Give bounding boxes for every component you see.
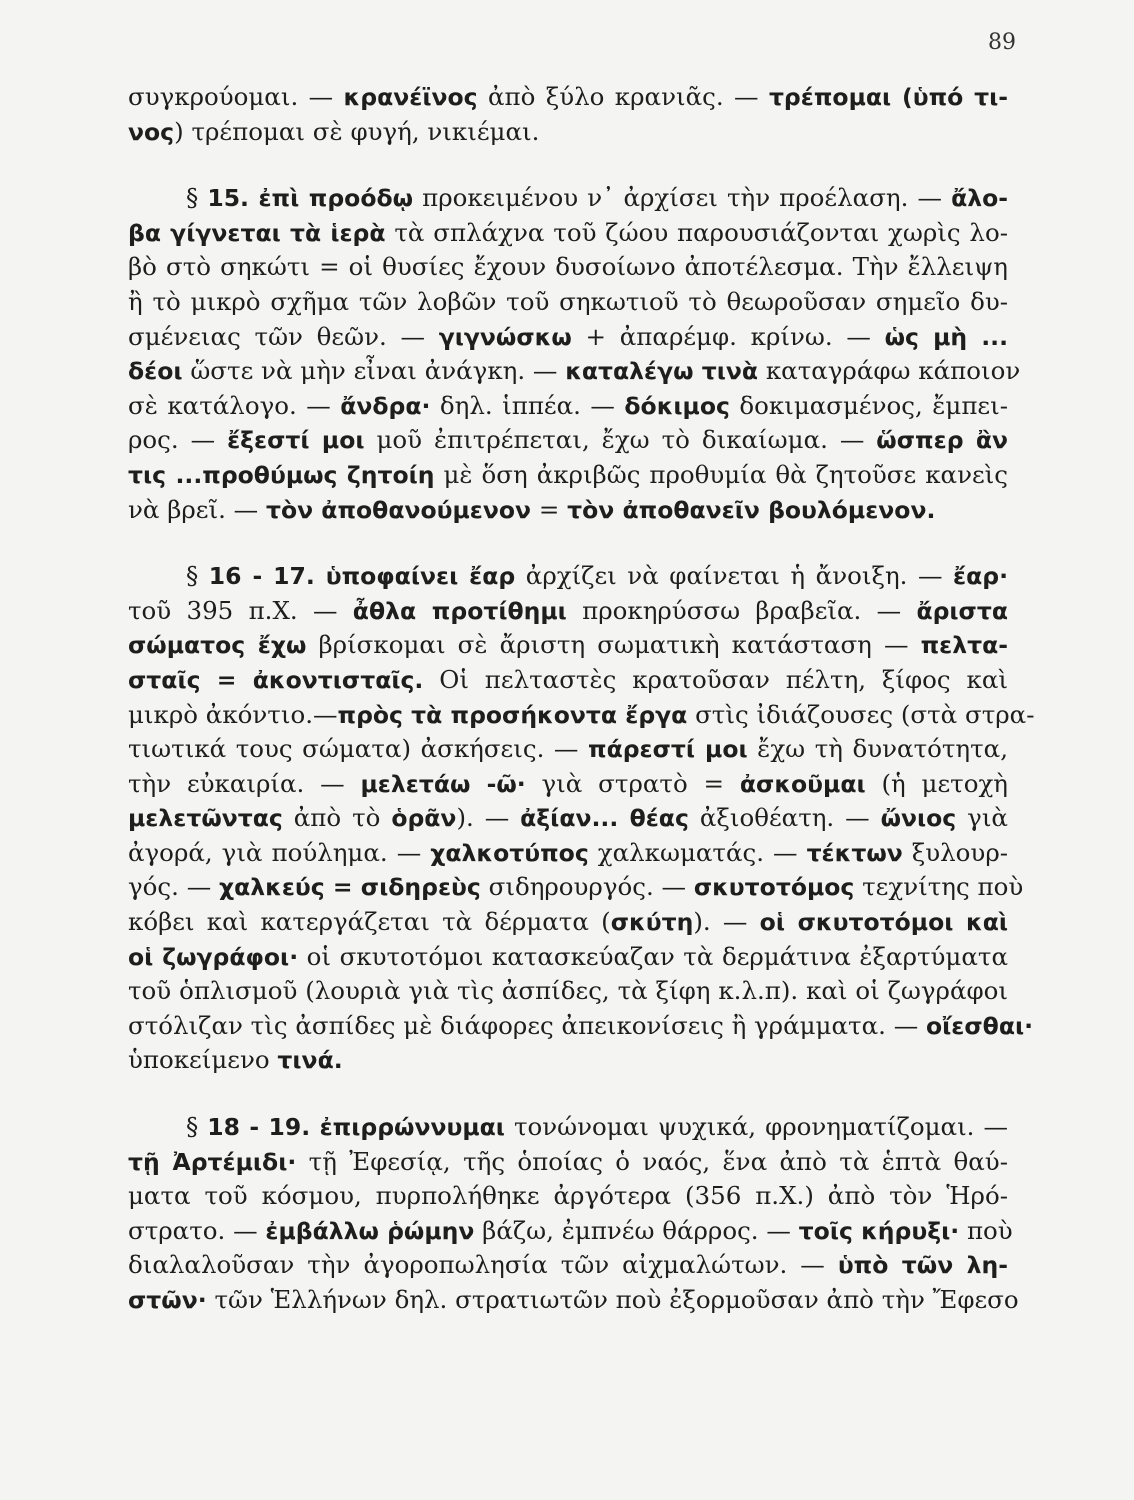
gloss-text: = <box>531 494 568 524</box>
gloss-text: δοκιμασμένος, ἔμπει- <box>729 390 1008 420</box>
lemma-term: ὥσπερ ἂν <box>876 426 1009 455</box>
lemma-term: κρανέϊνος <box>343 83 478 111</box>
gloss-text: δηλ. ἱππέα. — <box>430 390 625 420</box>
lemma-term: δόκιμος <box>624 391 730 420</box>
lemma-term: γιγνώσκω <box>438 322 572 351</box>
page-number: 89 <box>988 30 1016 55</box>
lemma-term: ἄριστα <box>916 596 1009 625</box>
lemma-term: σώματος ἔχω <box>128 631 307 660</box>
text-line <box>128 1248 1008 1283</box>
text-line <box>128 458 1008 493</box>
text-line <box>128 974 1008 1009</box>
gloss-text: γιὰ στρατὸ = <box>525 768 740 798</box>
lemma-term: πελτα- <box>920 631 1008 660</box>
gloss-text: ἀξιοθέατη. — <box>688 803 881 833</box>
gloss-text: Οἱ πελταστὲς κρατοῦσαν πέλτη, ξίφος καὶ <box>423 664 1008 694</box>
gloss-text: § <box>186 1112 208 1142</box>
text-line <box>128 767 1008 802</box>
lemma-term: ὁρᾶν <box>391 804 457 833</box>
text-line <box>128 115 1008 150</box>
gloss-text: ). — <box>693 907 760 937</box>
text-line <box>128 1145 1008 1180</box>
text-line <box>128 1009 1034 1044</box>
gloss-text: ἢ τὸ μικρὸ σχῆμα τῶν λοβῶν τοῦ σηκωτιοῦ τὸ θεωροῦσαν σημεῖο δυ- <box>128 286 1008 316</box>
gloss-text: βάζω, ἐμπνέω θάρρος. — <box>474 1215 799 1245</box>
lemma-term: τὸν ἀποθανούμενον <box>265 495 532 524</box>
gloss-text: κόβει καὶ κατεργάζεται τὰ δέρματα ( <box>128 907 611 937</box>
gloss-text: γός. — <box>128 872 219 902</box>
paragraph <box>128 559 1035 1078</box>
gloss-text: τονώνομαι ψυχικά, φρονηματίζομαι. — <box>504 1112 1008 1142</box>
gloss-text: χαλκωματάς. — <box>588 837 807 867</box>
lemma-term: τὸν ἀποθανεῖν βουλόμενον. <box>567 495 936 524</box>
text-line <box>128 80 1008 115</box>
gloss-text: ὥστε νὰ μὴν εἶναι ἀνάγκη. — <box>182 356 566 386</box>
gloss-text: τὴν εὐκαιρία. — <box>128 768 361 798</box>
gloss-text: ἀπὸ τὸ <box>282 803 392 833</box>
gloss-text: ποὺ <box>959 1215 1013 1245</box>
text-line <box>128 389 1008 424</box>
paragraph <box>128 80 1008 149</box>
text-line <box>128 940 1008 975</box>
page-body-text <box>128 80 1035 1318</box>
lemma-term: 16 - 17. ὑποφαίνει ἔαρ <box>208 562 516 591</box>
gloss-text: § <box>186 561 209 591</box>
lemma-term: ἄλο- <box>951 184 1008 213</box>
text-line <box>128 320 1008 355</box>
text-line <box>128 905 1008 940</box>
lemma-term: ἀξίαν... θέας <box>520 804 689 833</box>
paragraph-gap <box>128 1078 1008 1110</box>
gloss-text: τῶν Ἑλλήνων δηλ. στρατιωτῶν ποὺ ἐξορμοῦσαν ἀπὸ τὴν Ἔφεσο <box>206 1285 1019 1314</box>
gloss-text: ἀρχίζει νὰ φαίνεται ἡ ἄνοιξη. — <box>515 561 954 591</box>
lemma-term: ὤνιος <box>880 804 957 833</box>
lemma-term: σκυτοτόμος <box>693 873 855 902</box>
paragraph <box>128 181 1021 527</box>
lemma-term: καταλέγω τινὰ <box>565 357 759 386</box>
lemma-term: τρέπομαι (ὑπό τι- <box>768 83 1009 111</box>
gloss-text: βὸ στὸ σηκώτι = οἱ θυσίες ἔχουν δυσοίωνο ἀποτέλεσμα. Τὴν ἔλλειψη <box>128 252 1008 282</box>
gloss-text: διαλαλοῦσαν τὴν ἀγοροπωλησία τῶν αἰχμαλώτων. — <box>128 1250 838 1280</box>
text-line <box>128 559 1008 594</box>
gloss-text: τεχνίτης ποὺ <box>854 872 1024 902</box>
lemma-term: ὑπὸ τῶν λη- <box>837 1251 1008 1280</box>
lemma-term: πρὸς τὰ προσήκοντα ἔργα <box>337 700 688 729</box>
text-line <box>128 285 1008 320</box>
lemma-term: στῶν· <box>128 1286 207 1314</box>
lemma-term: ἔαρ· <box>953 562 1008 591</box>
text-line <box>128 216 1008 251</box>
lemma-term: οἱ σκυτοτόμοι καὶ <box>759 908 1009 937</box>
lemma-term: βα γίγνεται τὰ ἱερὰ <box>128 218 386 247</box>
text-line <box>128 594 1008 629</box>
lemma-term: δέοι <box>128 357 183 386</box>
gloss-text: τὰ σπλάχνα τοῦ ζώου παρουσιάζονται χωρὶς λο- <box>385 217 1008 247</box>
lemma-term: ὡς μὴ ... <box>884 322 1008 351</box>
gloss-text: μὲ ὅση ἀκριβῶς προθυμία θὰ ζητοῦσε κανεὶς <box>434 459 1008 489</box>
gloss-text: μικρὸ ἀκόντιο.— <box>128 699 338 729</box>
lemma-term: χαλκεύς = σιδηρεὺς <box>218 873 481 902</box>
lemma-term: μελετάω -ῶ· <box>360 769 526 798</box>
text-line <box>128 663 1008 698</box>
text-line <box>128 836 1008 871</box>
lemma-term: ἀσκοῦμαι <box>739 769 866 798</box>
gloss-text: ἔχω τὴ δυνατότητα, <box>747 734 1008 764</box>
text-line <box>128 628 1008 663</box>
lemma-term: τις ...προθύμως ζητοίη <box>128 460 435 489</box>
gloss-text: (ἡ μετοχὴ <box>865 768 1008 798</box>
lemma-term: 18 - 19. ἐπιρρώννυμαι <box>207 1113 505 1142</box>
text-line <box>128 801 1008 836</box>
lemma-term: τέκτων <box>806 838 903 867</box>
gloss-text: ρος. — <box>128 425 228 455</box>
text-line <box>128 354 1021 389</box>
text-line <box>128 1179 1008 1214</box>
gloss-text: ). — <box>456 803 521 833</box>
lemma-term: οἴεσθαι· <box>926 1011 1034 1040</box>
gloss-text: § <box>186 183 208 213</box>
gloss-text: ξυλουρ- <box>902 837 1009 867</box>
lemma-term: οἱ ζωγράφοι· <box>128 942 299 971</box>
gloss-text: τιωτικά τους σώματα) ἀσκήσεις. — <box>128 734 588 764</box>
gloss-text: + ἀπαρέμφ. κρίνω. — <box>571 321 885 351</box>
text-line <box>128 1043 1008 1078</box>
lemma-term: σταῖς = ἀκοντισταῖς. <box>128 665 424 694</box>
gloss-text: σὲ κατάλογο. — <box>128 390 341 420</box>
gloss-text: στόλιζαν τὶς ἀσπίδες μὲ διάφορες ἀπεικονίσεις ἢ γράμματα. — <box>128 1010 926 1040</box>
gloss-text: στὶς ἰδιάζουσες (στὰ στρα- <box>687 699 1035 729</box>
gloss-text: σμένειας τῶν θεῶν. — <box>128 321 439 351</box>
lemma-term: πάρεστί μοι <box>587 735 748 764</box>
gloss-text: σιδηρουργός. — <box>480 872 694 902</box>
gloss-text: συγκρούομαι. — <box>128 82 344 111</box>
gloss-text: καταγράφω κάποιον <box>758 356 1021 386</box>
lemma-term: ἔξεστί μοι <box>227 426 365 455</box>
gloss-text: ἀγορά, γιὰ πούλημα. — <box>128 837 431 867</box>
lemma-term: τινά. <box>277 1046 343 1075</box>
text-line <box>128 1110 1008 1145</box>
gloss-text: τοῦ 395 π.Χ. — <box>128 595 353 625</box>
gloss-text: νὰ βρεῖ. — <box>128 494 266 524</box>
gloss-text: γιὰ <box>956 803 1008 833</box>
text-line <box>128 1283 1019 1318</box>
gloss-text: προκειμένου ν᾽ ἀρχίσει τὴν προέλαση. — <box>413 183 952 213</box>
lemma-term: ἐμβάλλω ῥώμην <box>265 1216 475 1245</box>
lemma-term: νος <box>128 117 175 146</box>
gloss-text: οἱ σκυτοτόμοι κατασκεύαζαν τὰ δερμάτινα ἐξαρτύματα <box>298 941 1008 971</box>
text-line <box>128 423 1008 458</box>
text-line <box>128 181 1008 216</box>
gloss-text: βρίσκομαι σὲ ἄριστη σωματικὴ κατάσταση — <box>306 630 921 660</box>
gloss-text: τοῦ ὁπλισμοῦ (λουριὰ γιὰ τὶς ἀσπίδες, τὰ ξίφη κ.λ.π). καὶ οἱ ζωγράφοι <box>128 976 1008 1006</box>
lemma-term: ἆθλα προτίθημι <box>352 596 567 625</box>
text-line <box>128 493 1008 528</box>
text-line <box>128 732 1008 767</box>
text-line <box>128 870 1024 905</box>
lemma-term: σκύτη <box>610 908 694 937</box>
gloss-text: ) τρέπομαι σὲ φυγή, νικιέμαι. <box>174 116 540 146</box>
text-line <box>128 1214 1013 1249</box>
gloss-text: ἀπὸ ξύλο κρανιᾶς. — <box>477 82 769 111</box>
gloss-text: τῇ Ἐφεσίᾳ, τῆς ὁποίας ὁ ναός, ἕνα ἀπὸ τὰ ἑπτὰ θαύ- <box>296 1146 1008 1176</box>
lemma-term: τοῖς κήρυξι· <box>798 1216 960 1245</box>
text-line <box>128 250 1008 285</box>
lemma-term: ἄνδρα· <box>340 391 431 420</box>
lemma-term: χαλκοτύπος <box>430 838 589 867</box>
paragraph-gap <box>128 149 1008 181</box>
gloss-text: στρατο. — <box>128 1215 266 1245</box>
gloss-text: ματα τοῦ κόσμου, πυρπολήθηκε ἀργότερα (356 π.Χ.) ἀπὸ τὸν Ἡρό- <box>128 1181 1008 1211</box>
gloss-text: μοῦ ἐπιτρέπεται, ἔχω τὸ δικαίωμα. — <box>364 425 877 455</box>
lemma-term: μελετῶντας <box>128 804 283 833</box>
text-line <box>128 698 1035 733</box>
gloss-text: προκηρύσσω βραβεῖα. — <box>566 595 917 625</box>
gloss-text: ὑποκείμενο <box>128 1045 278 1075</box>
lemma-term: 15. ἐπὶ προόδῳ <box>207 184 414 213</box>
lemma-term: τῇ Ἀρτέμιδι· <box>128 1147 297 1176</box>
paragraph <box>128 1110 1019 1318</box>
paragraph-gap <box>128 527 1008 559</box>
